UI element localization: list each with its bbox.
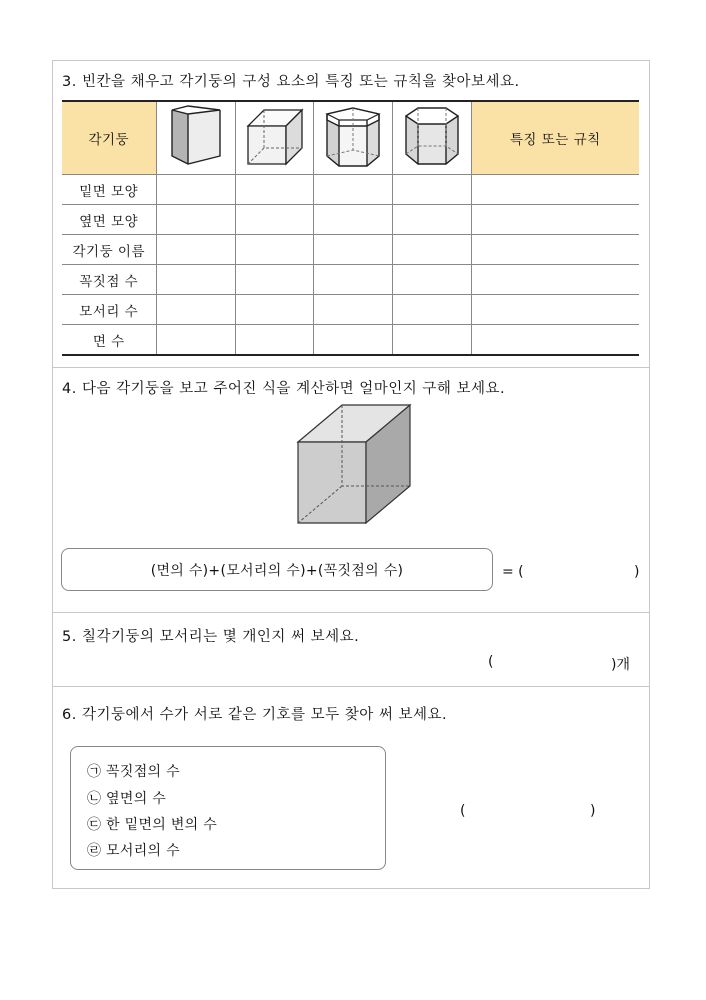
table-row — [62, 175, 639, 205]
square-prism-cell — [235, 101, 313, 175]
prism-table — [62, 100, 639, 356]
triangular-prism-icon — [166, 104, 226, 168]
row-label: 모서리 수 — [62, 295, 156, 325]
table-row — [62, 325, 639, 356]
answer-cell[interactable] — [313, 295, 392, 325]
row-label: 각기둥 이름 — [62, 235, 156, 265]
answer-cell[interactable] — [392, 205, 471, 235]
question-6-title: 6. 각기둥에서 수가 서로 같은 기호를 모두 찾아 써 보세요. — [62, 707, 448, 723]
answer-cell[interactable] — [156, 295, 235, 325]
divider — [52, 612, 650, 613]
answer-cell[interactable] — [471, 235, 639, 265]
answer-cell[interactable] — [471, 265, 639, 295]
answer-cell[interactable] — [313, 205, 392, 235]
answer-cell[interactable] — [156, 325, 235, 356]
answer-cell[interactable] — [156, 235, 235, 265]
choice-item: ㉡ 옆면의 수 — [87, 791, 167, 807]
answer-cell[interactable] — [313, 325, 392, 356]
choice-item: ㉠ 꼭짓점의 수 — [87, 764, 180, 780]
header-label: 각기둥 — [62, 101, 156, 175]
answer-cell[interactable] — [156, 175, 235, 205]
answer-cell[interactable] — [471, 295, 639, 325]
answer-cell[interactable] — [471, 325, 639, 356]
row-label: 밑면 모양 — [62, 175, 156, 205]
square-prism-icon — [244, 104, 304, 168]
table-row — [62, 205, 639, 235]
answer-cell[interactable] — [471, 205, 639, 235]
answer-cell[interactable] — [392, 295, 471, 325]
answer-cell[interactable] — [313, 235, 392, 265]
answer-cell[interactable] — [156, 265, 235, 295]
table-row — [62, 265, 639, 295]
answer-cell[interactable] — [156, 205, 235, 235]
divider — [52, 367, 650, 368]
answer-close-paren: ) — [634, 564, 640, 580]
choices-box — [70, 746, 386, 870]
header-rule: 특징 또는 규칙 — [471, 101, 639, 175]
answer-cell[interactable] — [235, 265, 313, 295]
answer-open-paren: ( — [460, 803, 466, 819]
rectangular-prism-figure — [292, 400, 418, 528]
answer-cell[interactable] — [392, 175, 471, 205]
row-label: 꼭짓점 수 — [62, 265, 156, 295]
hexagonal-prism-icon — [402, 102, 462, 170]
answer-cell[interactable] — [392, 235, 471, 265]
choice-item: ㉣ 모서리의 수 — [87, 843, 180, 859]
pentagonal-prism-icon — [323, 102, 383, 170]
answer-cell[interactable] — [313, 265, 392, 295]
answer-cell[interactable] — [235, 235, 313, 265]
answer-close-paren: ) — [590, 803, 596, 819]
hexagonal-prism-cell — [392, 101, 471, 175]
answer-open-paren: = ( — [502, 564, 524, 580]
answer-open-paren: ( — [488, 654, 494, 670]
choice-item: ㉢ 한 밑면의 변의 수 — [87, 817, 218, 833]
formula-box — [61, 548, 493, 591]
row-label: 면 수 — [62, 325, 156, 356]
pentagonal-prism-cell — [313, 101, 392, 175]
formula-text: (면의 수)+(모서리의 수)+(꼭짓점의 수) — [150, 562, 404, 579]
answer-cell[interactable] — [471, 175, 639, 205]
answer-cell[interactable] — [235, 295, 313, 325]
answer-cell[interactable] — [235, 325, 313, 356]
answer-cell[interactable] — [392, 265, 471, 295]
divider — [52, 686, 650, 687]
question-5-title: 5. 칠각기둥의 모서리는 몇 개인지 써 보세요. — [62, 629, 360, 645]
answer-cell[interactable] — [313, 175, 392, 205]
question-4-title: 4. 다음 각기둥을 보고 주어진 식을 계산하면 얼마인지 구해 보세요. — [62, 381, 506, 397]
answer-cell[interactable] — [235, 175, 313, 205]
table-header-row — [62, 101, 639, 175]
row-label: 옆면 모양 — [62, 205, 156, 235]
answer-cell[interactable] — [392, 325, 471, 356]
table-row — [62, 295, 639, 325]
table-row — [62, 235, 639, 265]
answer-close-paren: )개 — [611, 657, 630, 673]
triangular-prism-cell — [156, 101, 235, 175]
answer-cell[interactable] — [235, 205, 313, 235]
question-3-title: 3. 빈칸을 채우고 각기둥의 구성 요소의 특징 또는 규칙을 찾아보세요. — [62, 74, 520, 90]
